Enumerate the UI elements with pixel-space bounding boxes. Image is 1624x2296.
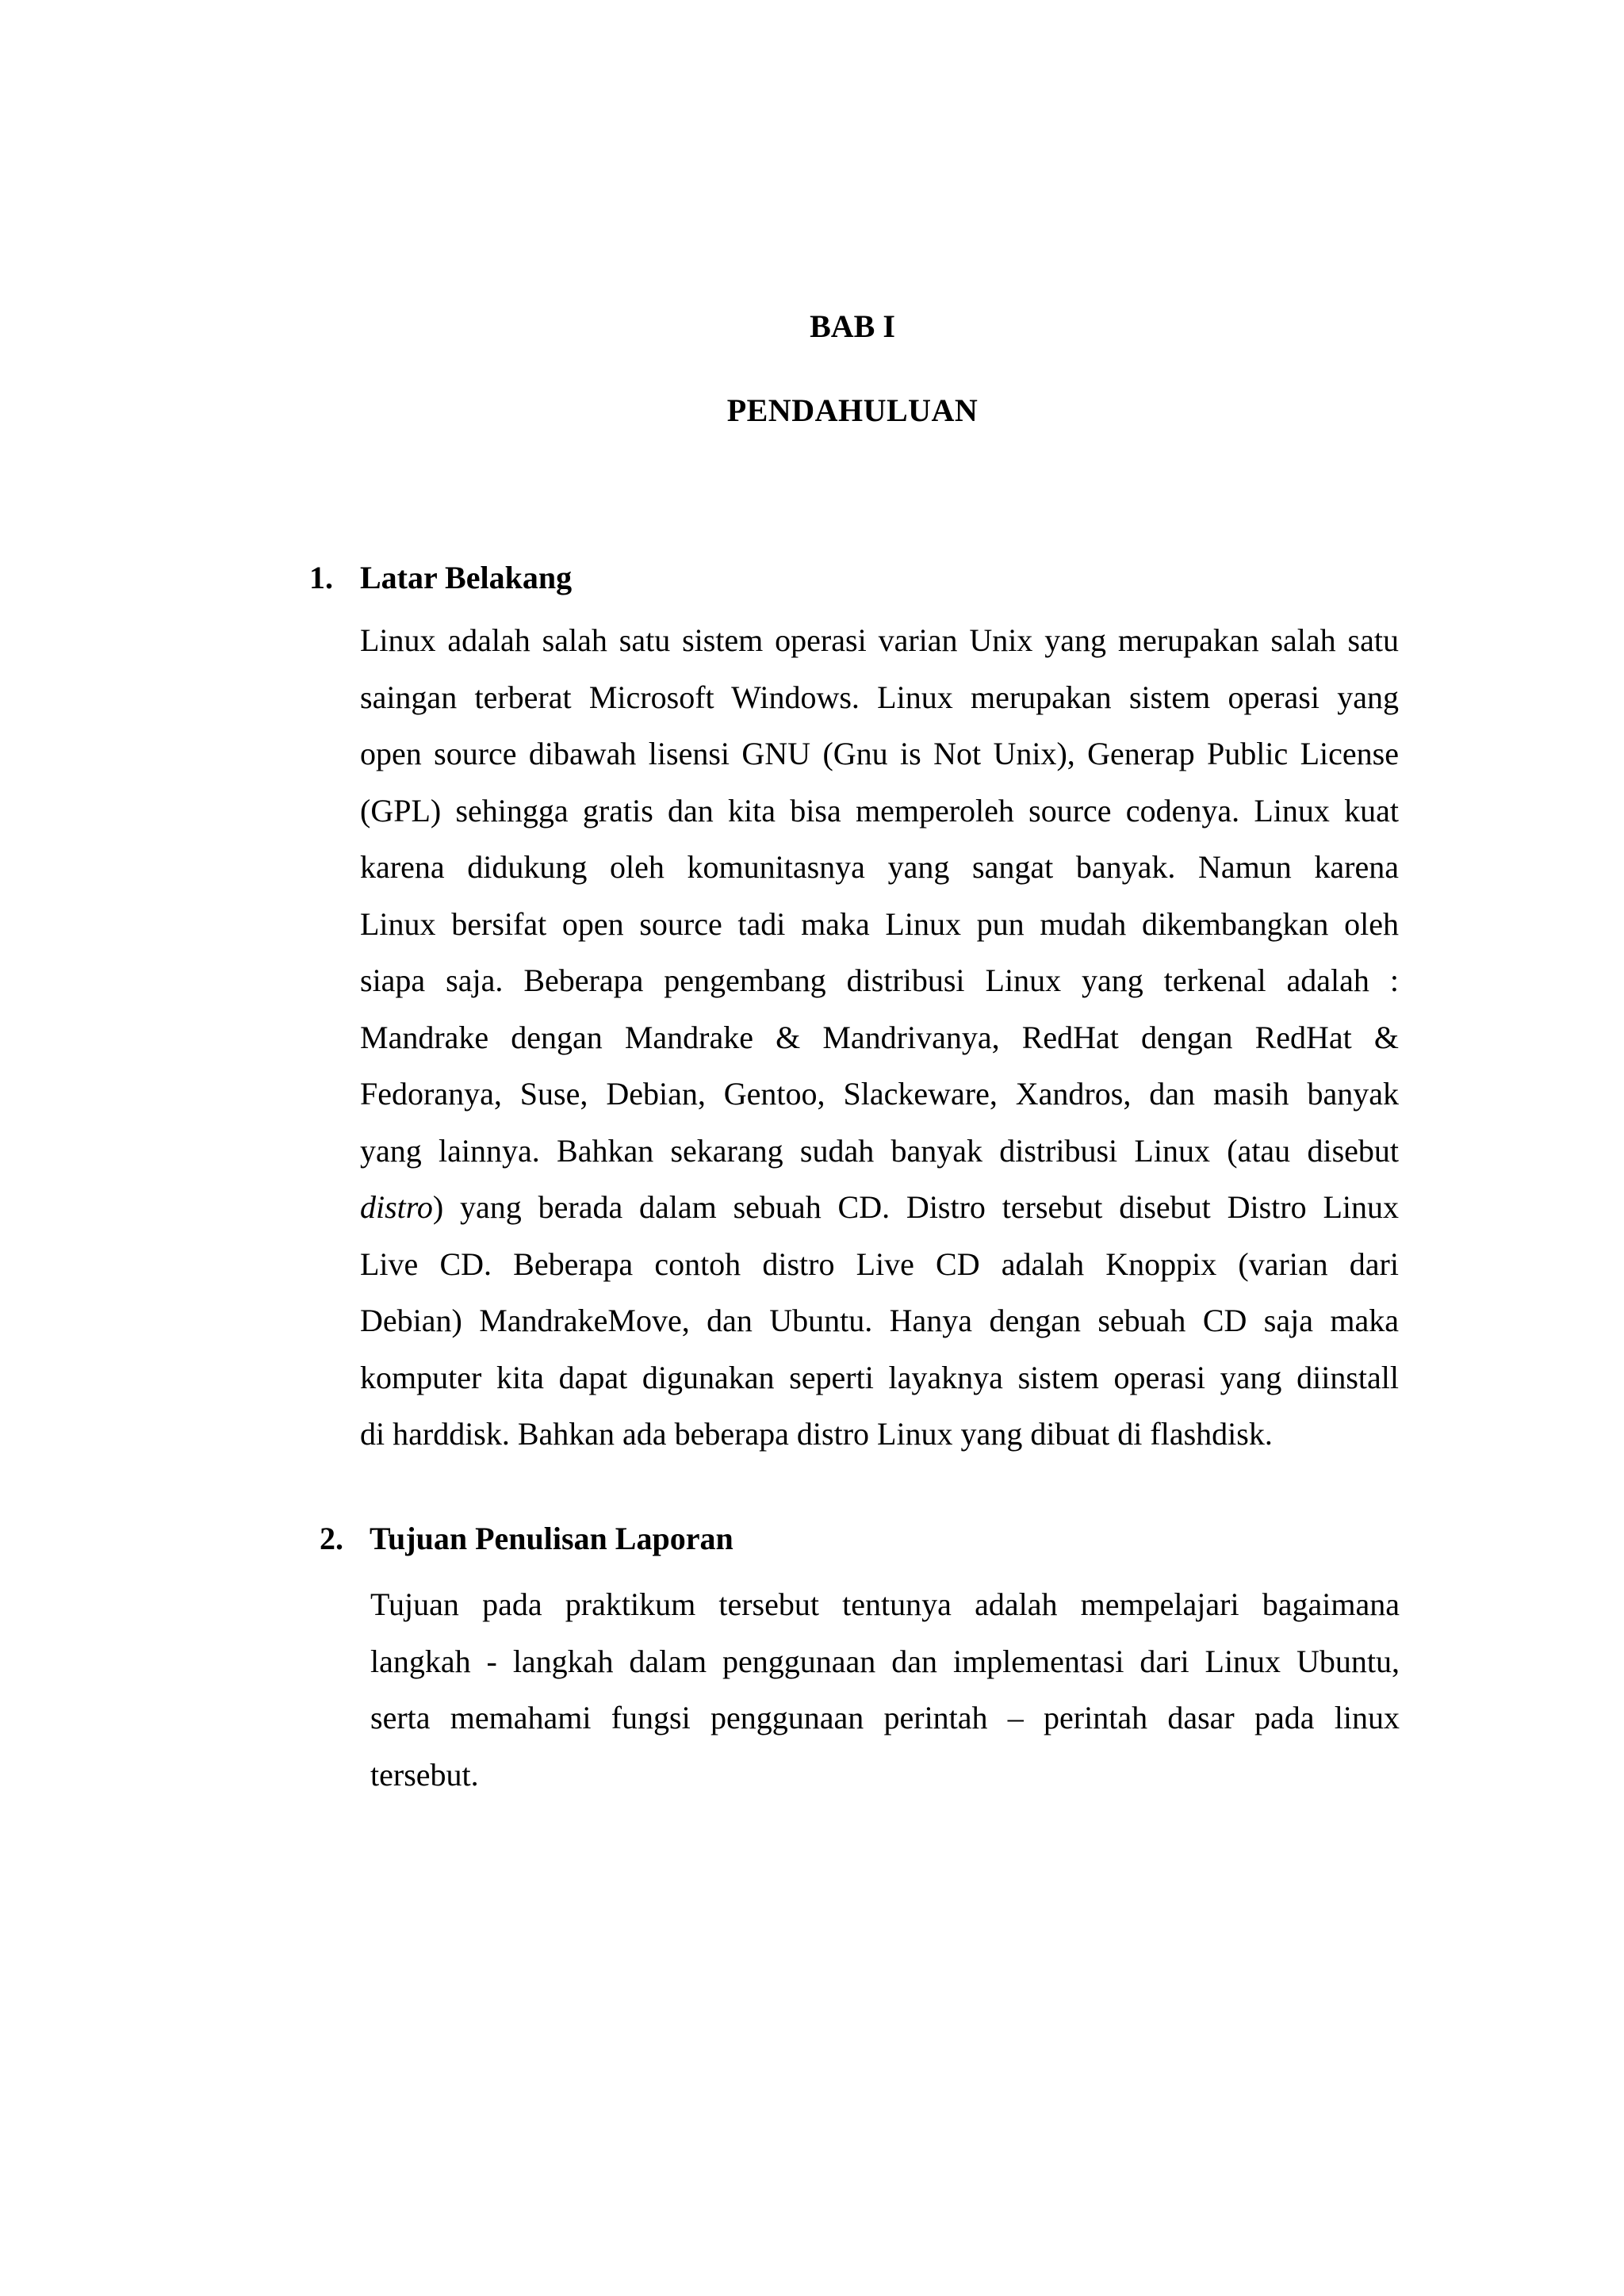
paragraph-line: yang lainnya. Bahkan sekarang sudah banyak distribusi Linux (atau disebut <box>360 1132 1399 1169</box>
chapter-title: PENDAHULUAN <box>726 392 979 428</box>
paragraph-line: Linux adalah salah satu sistem operasi varian Unix yang merupakan salah satu <box>360 622 1399 658</box>
paragraph-line: (GPL) sehingga gratis dan kita bisa memperoleh source codenya. Linux kuat <box>360 792 1399 828</box>
paragraph-line: karena didukung oleh komunitasnya yang sangat banyak. Namun karena <box>360 849 1399 885</box>
paragraph-line: Linux bersifat open source tadi maka Linux pun mudah dikembangkan oleh <box>360 905 1399 942</box>
paragraph-line: siapa saja. Beberapa pengembang distribusi Linux yang terkenal adalah : <box>360 962 1399 998</box>
paragraph-line: komputer kita dapat digunakan seperti layaknya sistem operasi yang diinstall <box>360 1359 1399 1395</box>
section-title: Latar Belakang <box>360 560 573 595</box>
paragraph-line: Mandrake dengan Mandrake & Mandrivanya, RedHat dengan RedHat & <box>360 1019 1399 1055</box>
section-number: 1. <box>309 560 333 595</box>
paragraph-line: Tujuan pada praktikum tersebut tentunya adalah mempelajari bagaimana <box>370 1586 1400 1622</box>
paragraph-line: Debian) MandrakeMove, dan Ubuntu. Hanya dengan sebuah CD saja maka <box>360 1303 1399 1338</box>
paragraph-line <box>360 1179 1399 1236</box>
paragraph-line: langkah - langkah dalam penggunaan dan implementasi dari Linux Ubuntu, <box>370 1643 1400 1679</box>
paragraph-line: tersebut. <box>370 1756 479 1793</box>
chapter-heading: BAB I <box>810 308 895 344</box>
section-paragraph-tujuan <box>370 1576 1400 1803</box>
paragraph-line: open source dibawah lisensi GNU (Gnu is Not Unix), Generap Public License <box>360 736 1399 771</box>
section-paragraph-latar-belakang <box>360 612 1399 1463</box>
paragraph-line: Fedoranya, Suse, Debian, Gentoo, Slackeware, Xandros, dan masih banyak <box>360 1076 1399 1112</box>
italic-term: distro <box>360 1189 433 1225</box>
paragraph-line: serta memahami fungsi penggunaan perintah – perintah dasar pada linux <box>370 1700 1400 1735</box>
section-title: Tujuan Penulisan Laporan <box>370 1521 733 1556</box>
paragraph-line: di harddisk. Bahkan ada beberapa distro Linux yang dibuat di flashdisk. <box>360 1416 1273 1452</box>
section-number: 2. <box>320 1521 343 1556</box>
line-continuation: ) yang berada dalam sebuah CD. Distro tersebut disebut Distro Linux <box>432 1189 1399 1225</box>
paragraph-line: saingan terberat Microsoft Windows. Linux merupakan sistem operasi yang <box>360 679 1399 715</box>
paragraph-line: Live CD. Beberapa contoh distro Live CD adalah Knoppix (varian dari <box>360 1246 1399 1282</box>
